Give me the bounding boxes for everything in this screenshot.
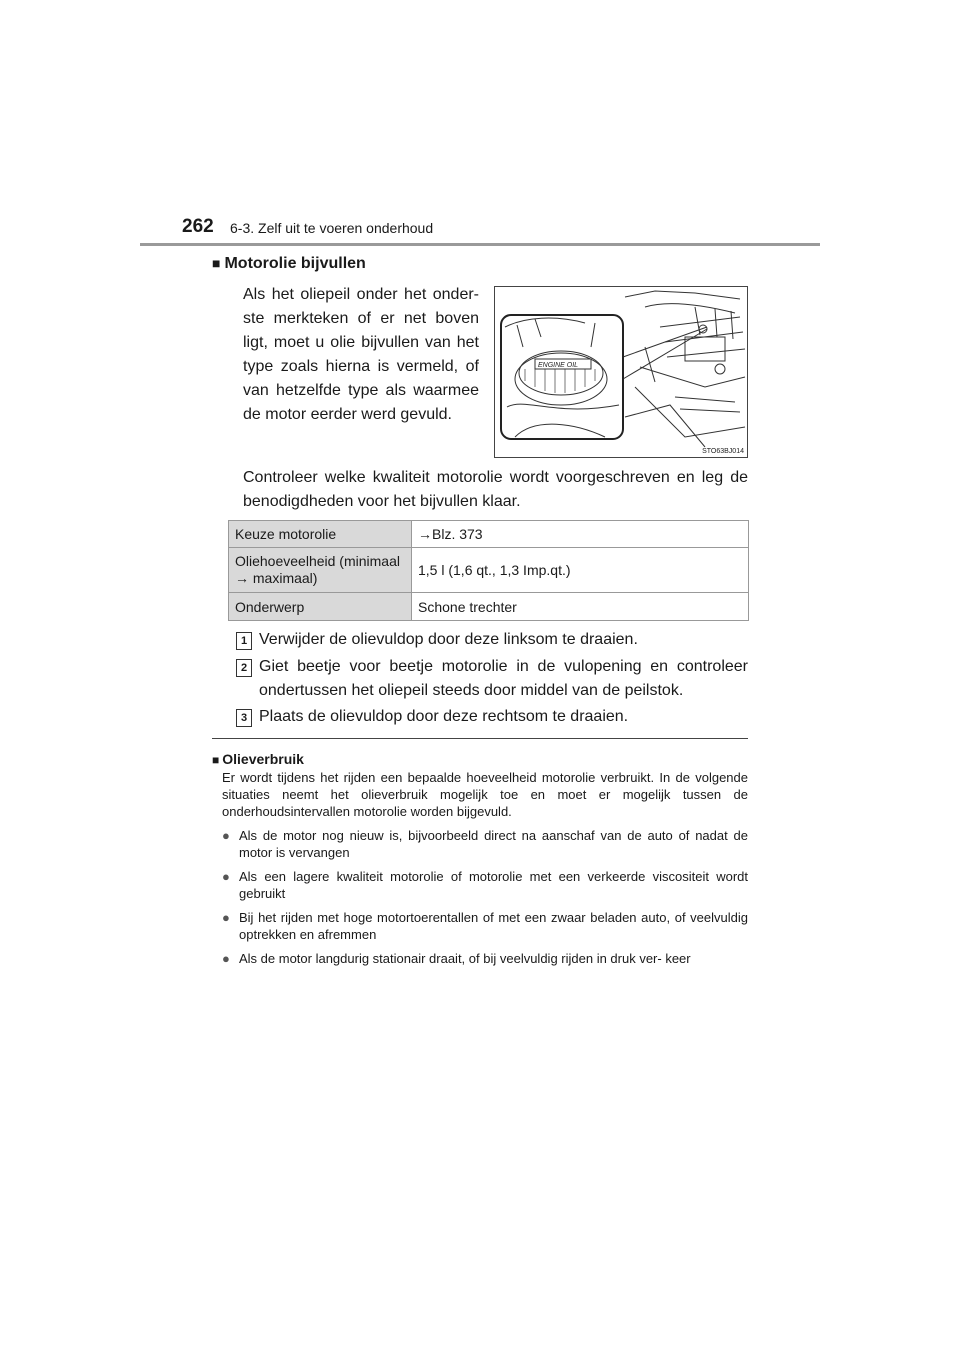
header-divider <box>140 243 820 246</box>
section-heading <box>212 255 366 273</box>
list-item <box>222 909 748 943</box>
bullet-icon: ● <box>222 910 230 925</box>
step-item <box>236 628 748 652</box>
table-cell-value: →Blz. 373 <box>412 521 749 548</box>
section-heading-text: Motorolie bijvullen <box>224 255 366 272</box>
figure-code: STO63BJ014 <box>702 448 744 455</box>
table-row <box>229 548 749 593</box>
step-number: 3 <box>236 709 252 727</box>
list-item-text: Als een lagere kwaliteit motorolie of motorolie met een verkeerde viscositeit wordt gebruikt <box>239 869 748 901</box>
step-number: 1 <box>236 632 252 650</box>
step-item <box>236 705 748 729</box>
check-paragraph: Controleer welke kwaliteit motorolie wordt voorgeschreven en leg de benodigdheden voor het bijvullen klaar. <box>243 469 748 510</box>
square-bullet-icon: ■ <box>212 255 221 271</box>
oil-filler-cap-illustration <box>494 286 748 458</box>
step-text: Giet beetje voor beetje motorolie in de vulopening en controleer ondertussen het oliepeil steeds door middel van de peilstok. <box>259 658 748 699</box>
intro-paragraph: Als het oliepeil onder het onder- ste merkteken of er net boven ligt, moet u olie bijvullen van het type zoals hierna is vermeld, of van hetzelfde type als waarmee de motor eerder werd gevuld. <box>243 286 479 423</box>
square-bullet-icon: ■ <box>212 753 220 767</box>
step-text: Plaats de olievuldop door deze rechtsom te draaien. <box>259 708 629 725</box>
engine-bay-drawing <box>495 287 747 457</box>
bullet-icon: ● <box>222 951 230 966</box>
table-cell-value: 1,5 l (1,6 qt., 1,3 Imp.qt.) <box>412 548 749 593</box>
page-number: 262 <box>182 216 214 237</box>
cap-label: ENGINE OIL <box>538 362 579 369</box>
list-item-text: Bij het rijden met hoge motortoerentallen of met een zwaar beladen auto, of veelvuldig optrekken en afremmen <box>239 910 748 942</box>
table-row <box>229 593 749 621</box>
list-item <box>222 827 748 861</box>
step-number: 2 <box>236 659 252 677</box>
table-cell-value: Schone trechter <box>412 593 749 621</box>
section-title: 6-3. Zelf uit te voeren onderhoud <box>230 220 434 236</box>
table-row <box>229 521 749 548</box>
notes-paragraph: Er wordt tijdens het rijden een bepaalde hoeveelheid motorolie verbruikt. In de volgende situaties neemt het olieverbruik mogelijk toe en moet er mogelijk tussen de onderhoudsintervallen motorolie worden bijgevuld. <box>222 770 748 819</box>
bullet-icon: ● <box>222 828 230 843</box>
table-cell-label: Onderwerp <box>229 593 412 621</box>
list-item <box>222 868 748 902</box>
notes-divider <box>212 738 748 739</box>
list-item-text: Als de motor langdurig stationair draait, of bij veelvuldig rijden in druk ver- keer <box>239 951 691 966</box>
list-item <box>222 950 748 967</box>
notes-heading <box>212 751 304 767</box>
supplies-table <box>228 520 749 621</box>
step-item <box>236 655 748 703</box>
step-text: Verwijder de olievuldop door deze linksom te draaien. <box>259 631 638 648</box>
list-item-text: Als de motor nog nieuw is, bijvoorbeeld direct na aanschaf van de auto of nadat de motor is vervangen <box>239 828 748 860</box>
notes-heading-text: Olieverbruik <box>222 751 304 767</box>
table-cell-label: Oliehoeveelheid (minimaal → maximaal) <box>229 548 412 593</box>
bullet-icon: ● <box>222 869 230 884</box>
table-cell-label: Keuze motorolie <box>229 521 412 548</box>
